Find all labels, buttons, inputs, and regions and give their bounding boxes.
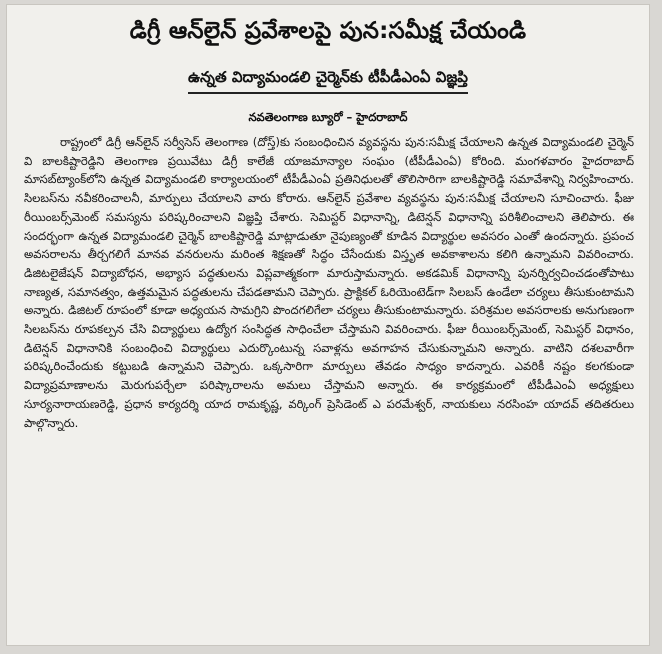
subheadline-wrapper [6, 68, 650, 94]
headline: డిగ్రీ ఆన్‌లైన్ ప్రవేశాలపై పున:సమీక్ష చేయండి [129, 18, 527, 44]
dateline: నవతెలంగాణ బ్యూరో – హైదరాబాద్ [248, 110, 408, 124]
newspaper-clipping [6, 4, 650, 646]
subheadline: ఉన్నత విద్యామండలి చైర్మెన్‌కు టీపీడీఎంఏ విజ్ఞప్తి [188, 68, 468, 94]
article-body: రాష్ట్రంలో డిగ్రీ ఆన్‌లైన్ సర్వీసెస్ తెలంగాణ (దోస్త్)కు సంబంధించిన వ్యవస్థను పున:సమీక్ష చేయాలని ఉన్నత విద్యామండలి చైర్మెన్ వి బాలకిష్టారెడ్డిని తెలంగాణ ప్రయివేటు డిగ్రీ కాలేజీ యాజమాన్యాల సంఘం (టీపీడీఎంఏ) కోరింది. మంగళవారం హైదరాబాద్ మాసబ్‌ట్యాంక్‌లోని ఉన్నత విద్యామండలి కార్యాలయంలో టీపీడీఎంఏ ప్రతినిధులతో తొలిసారిగా బాలకిష్టారెడ్డి సమావేశాన్ని నిర్వహించారు. సిలబస్‌ను నవీకరించాలనీ, మార్పులు చేయాలని వారు కోరారు. ఆన్‌లైన్ ప్రవేశాల వ్యవస్థను పున:సమీక్ష చేయాలని సూచించారు. ఫీజు రీయింబర్స్‌మెంట్ సమస్యను పరిష్కరించాలని విజ్ఞప్తి చేశారు. సెమిస్టర్ విధానాన్ని, డిటెన్షన్ విధానాన్ని పరిశీలించాలని తెలిపారు. ఈ సందర్భంగా ఉన్నత విద్యామండలి చైర్మెన్ బాలకిష్టారెడ్డి మాట్లాడుతూ నైపుణ్యంతో కూడిన విద్యార్థుల అవసరం ఎంతో ఉందన్నారు. ప్రపంచ అవసరాలను తీర్చగలిగే మానవ వనరులను మరింత శిక్షణతో సిద్ధం చేసేందుకు విస్తృత అవకాశాలను కలిగి ఉన్నామని వివరించారు. డిజిటలైజేషన్ విద్యాబోధన, అభ్యాస పద్ధతులను విప్లవాత్మకంగా మారుస్తామన్నారు. అకడమిక్ విధానాన్ని పునర్నిర్వచించడంతోపాటు నాణ్యత, సమానత్వం, ఉత్తమమైన పద్ధతులను చేపడతామని చెప్పారు. ప్రాక్టికల్ ఓరియెంటెడ్‌గా సిలబస్ ఉండేలా చర్యలు తీసుకుంటామని అన్నారు. డిజిటల్ రూపంలో కూడా అధ్యయన సామగ్రిని పొందగలిగేలా చర్యలు తీసుకుంటామన్నారు. పరిశ్రమల అవసరాలకు అనుగుణంగా సిలబస్‌ను రూపకల్పన చేసి విద్యార్థులు ఉద్యోగ సంసిద్ధత సాధించేలా చేస్తామని వివరించారు. ఫీజు రీయింబర్స్‌మెంట్, సెమిస్టర్ విధానం, డిటెన్షన్ విధానానికి సంబంధించి విద్యార్థులు ఎదుర్కొంటున్న సవాళ్లను అవగాహన చేసుకున్నామని అన్నారు. వాటిని దశలవారీగా పరిష్కరించేందుకు కట్టుబడి ఉన్నామని చెప్పారు. ఒక్కసారిగా మార్పులు తేవడం సాధ్యం కాదన్నారు. ఎవరికీ నష్టం కలగకుండా విద్యాప్రమాణాలను మెరుగుపర్చేలా పరిష్కారాలను అమలు చేస్తామని అన్నారు. ఈ కార్యక్రమంలో టీపీడీఎంఏ అధ్యక్షులు సూర్యనారాయణరెడ్డి, ప్రధాన కార్యదర్శి యాద రామకృష్ణ, వర్కింగ్ ప్రెసిడెంట్ ఎ పరమేశ్వర్, నాయకులు నరసింహ యాదవ్ తదితరులు పాల్గొన్నారు. [24, 135, 634, 430]
